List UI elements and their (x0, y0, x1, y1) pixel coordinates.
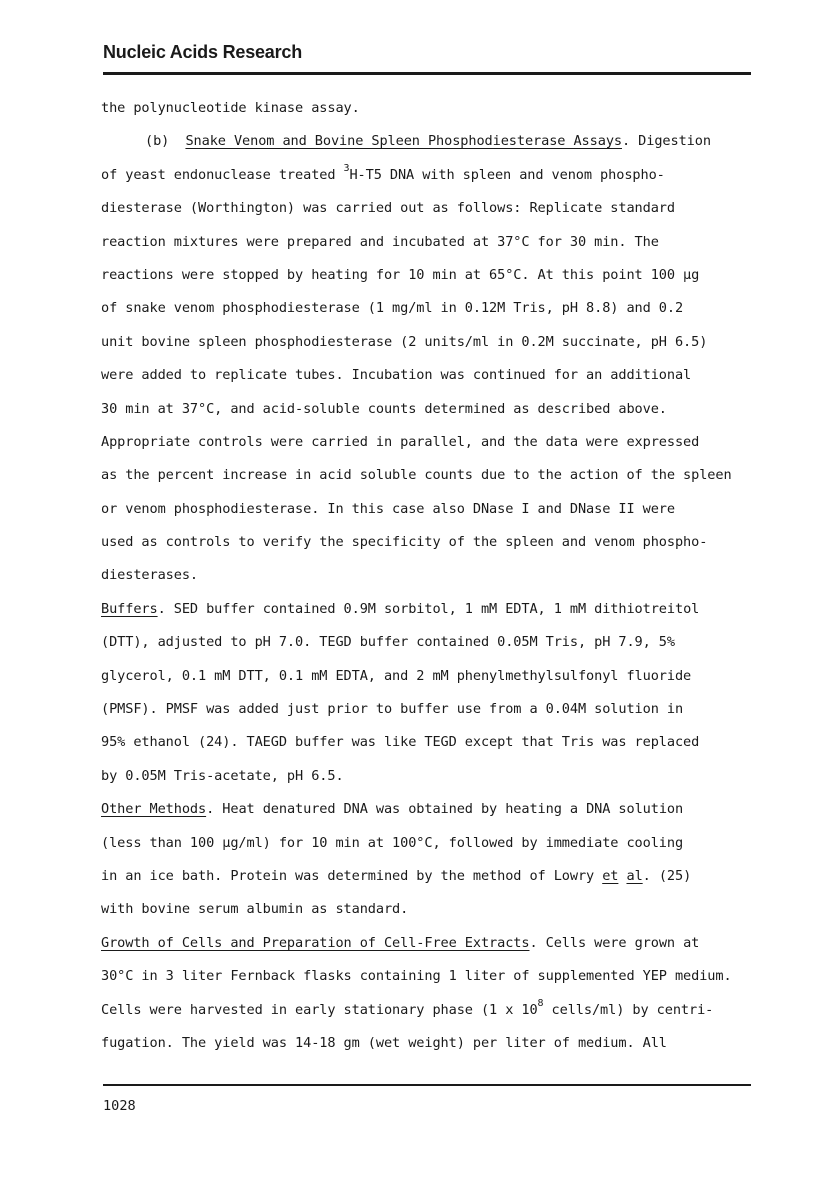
text-line: or venom phosphodiesterase. In this case also DNase I and DNase II were (101, 500, 675, 517)
text-line: with bovine serum albumin as standard. (101, 901, 409, 918)
text-line: (less than 100 µg/ml) for 10 min at 100°C, followed by immediate cooling (101, 834, 684, 851)
citation-et: et (602, 867, 619, 884)
text-fragment: . Cells were grown at (529, 934, 700, 951)
text-line: (PMSF). PMSF was added just prior to buffer use from a 0.04M solution in (101, 701, 684, 718)
section-heading-other-methods: Other Methods (101, 801, 207, 818)
text-line: reactions were stopped by heating for 10 min at 65°C. At this point 100 µg (101, 266, 700, 283)
text-line (101, 994, 761, 1027)
text-fragment: . Heat denatured DNA was obtained by heating a DNA solution (206, 801, 684, 818)
section-heading-growth: Growth of Cells and Preparation of Cell-Free Extracts (101, 934, 530, 951)
text-line (101, 125, 761, 158)
text-line: diesterase (Worthington) was carried out as follows: Replicate standard (101, 200, 675, 217)
text-line: reaction mixtures were prepared and incubated at 37°C for 30 min. The (101, 233, 659, 250)
text-line: as the percent increase in acid soluble counts due to the action of the spleen (101, 467, 732, 484)
text-fragment: . (25) (642, 867, 692, 884)
text-line (101, 927, 761, 960)
text-line: used as controls to verify the specificity of the spleen and venom phospho- (101, 534, 708, 551)
text-line: glycerol, 0.1 mM DTT, 0.1 mM EDTA, and 2 mM phenylmethylsulfonyl fluoride (101, 667, 692, 684)
isotope-superscript: 3 (343, 162, 350, 174)
header-rule (103, 72, 751, 75)
text-fragment: . SED buffer contained 0.9M sorbitol, 1 mM EDTA, 1 mM dithiotreitol (157, 600, 700, 617)
text-fragment: Cells were harvested in early stationary phase (1 x 10 (101, 1001, 538, 1018)
text-fragment: . Digestion (621, 133, 711, 150)
text-line: diesterases. (101, 567, 199, 584)
text-fragment: H-T5 DNA with spleen and venom phospho- (349, 166, 665, 183)
journal-title: Nucleic Acids Research (103, 42, 303, 62)
text-fragment: cells/ml) by centri- (543, 1001, 714, 1018)
footer-rule (103, 1084, 751, 1086)
text-line: were added to replicate tubes. Incubation was continued for an additional (101, 367, 692, 384)
text-fragment: in an ice bath. Protein was determined by the method of Lowry (101, 867, 603, 884)
subsection-label: (b) (145, 133, 170, 150)
page-number: 1028 (103, 1098, 136, 1114)
text-line: unit bovine spleen phosphodiesterase (2 units/ml in 0.2M succinate, pH 6.5) (101, 333, 708, 350)
text-line: by 0.05M Tris-acetate, pH 6.5. (101, 767, 344, 784)
text-line (101, 793, 761, 826)
citation-al: al (626, 867, 643, 884)
text-line (101, 593, 761, 626)
text-line: of snake venom phosphodiesterase (1 mg/ml in 0.12M Tris, pH 8.8) and 0.2 (101, 300, 684, 317)
section-heading-buffers: Buffers (101, 600, 158, 617)
text-line: Appropriate controls were carried in parallel, and the data were expressed (101, 433, 700, 450)
text-line (101, 860, 761, 893)
text-fragment: of yeast endonuclease treated (101, 166, 344, 183)
exponent-superscript: 8 (537, 997, 544, 1009)
text-line: fugation. The yield was 14-18 gm (wet weight) per liter of medium. All (101, 1034, 667, 1051)
body-text (101, 92, 761, 1060)
text-line: 30 min at 37°C, and acid-soluble counts determined as described above. (101, 400, 667, 417)
subsection-heading: Snake Venom and Bovine Spleen Phosphodiesterase Assays (185, 133, 622, 150)
text-line: (DTT), adjusted to pH 7.0. TEGD buffer contained 0.05M Tris, pH 7.9, 5% (101, 634, 675, 651)
text-line: 30°C in 3 liter Fernback flasks containing 1 liter of supplemented YEP medium. (101, 968, 732, 985)
text-line (101, 159, 761, 192)
text-line: 95% ethanol (24). TAEGD buffer was like TEGD except that Tris was replaced (101, 734, 700, 751)
text-line: the polynucleotide kinase assay. (101, 100, 360, 116)
